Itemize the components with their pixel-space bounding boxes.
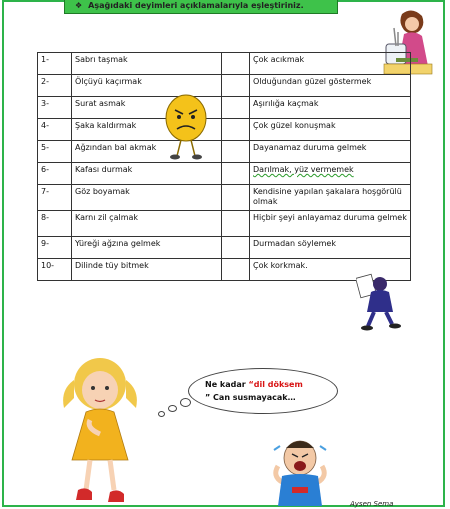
answer-cell[interactable] <box>222 163 250 185</box>
answer-cell[interactable] <box>222 53 250 75</box>
boy-with-paper-illustration <box>356 270 408 332</box>
table-row <box>38 259 411 281</box>
row-number: 8- <box>38 211 72 237</box>
row-number: 4- <box>38 119 72 141</box>
idiom-cell: Karnı zil çalmak <box>72 211 222 237</box>
meaning-cell: Çok korkmak. <box>250 259 411 281</box>
row-number: 10- <box>38 259 72 281</box>
answer-cell[interactable] <box>222 97 250 119</box>
meaning-cell: Çok acıkmak <box>250 53 411 75</box>
idiom-cell: Sabrı taşmak <box>72 53 222 75</box>
meaning-cell: Olduğundan güzel göstermek <box>250 75 411 97</box>
row-number: 7- <box>38 185 72 211</box>
answer-cell[interactable] <box>222 237 250 259</box>
answer-cell[interactable] <box>222 211 250 237</box>
answer-cell[interactable] <box>222 185 250 211</box>
table-row <box>38 119 411 141</box>
row-number: 1- <box>38 53 72 75</box>
thought-dot <box>158 411 165 417</box>
thought-dot <box>168 405 177 412</box>
angry-face-illustration <box>163 92 209 160</box>
meaning-cell: Hiçbir şeyi anlayamaz duruma gelmek <box>250 211 411 237</box>
table-row <box>38 163 411 185</box>
table-row <box>38 53 411 75</box>
meaning-cell: Aşırılığa kaçmak <box>250 97 411 119</box>
speech-text-part1: Ne kadar <box>205 380 249 389</box>
blonde-girl-illustration <box>60 350 142 506</box>
meaning-cell: Durmadan söylemek <box>250 237 411 259</box>
speech-bubble <box>188 368 338 414</box>
meaning-cell: Darılmak, yüz vermemek <box>250 163 411 185</box>
row-number: 6- <box>38 163 72 185</box>
row-number: 9- <box>38 237 72 259</box>
row-number: 3- <box>38 97 72 119</box>
table-row <box>38 237 411 259</box>
meaning-cell: Kendisine yapılan şakalara hoşgörülü olmak <box>250 185 411 211</box>
instruction-text: Aşağıdaki deyimleri açıklamalarıyla eşleştiriniz. <box>88 1 304 10</box>
answer-cell[interactable] <box>222 259 250 281</box>
bullet-icon: ❖ <box>75 1 83 10</box>
idiom-cell: Kafası durmak <box>72 163 222 185</box>
idiom-cell: Yüreği ağzına gelmek <box>72 237 222 259</box>
meaning-cell: Dayanamaz duruma gelmek <box>250 141 411 163</box>
table-row <box>38 141 411 163</box>
answer-cell[interactable] <box>222 119 250 141</box>
row-number: 2- <box>38 75 72 97</box>
idiom-cell: Göz boyamak <box>72 185 222 211</box>
row-number: 5- <box>38 141 72 163</box>
instruction-banner <box>64 0 338 14</box>
table-row <box>38 185 411 211</box>
idiom-cell: Dilinde tüy bitmek <box>72 259 222 281</box>
table-row <box>38 75 411 97</box>
speech-text-highlight: “dil döksem <box>248 380 303 389</box>
idiom-cell: Surat asmak <box>72 97 222 119</box>
meaning-cell: Çok güzel konuşmak <box>250 119 411 141</box>
table-row <box>38 97 411 119</box>
idiom-matching-table <box>37 52 411 281</box>
answer-cell[interactable] <box>222 141 250 163</box>
speech-text-line2: ” Can susmayacak… <box>205 393 296 402</box>
answer-cell[interactable] <box>222 75 250 97</box>
author-signature: Aysen Sema <box>350 500 394 508</box>
idiom-cell: Ağzından bal akmak <box>72 141 222 163</box>
crying-boy-illustration <box>268 436 332 508</box>
idiom-cell: Şaka kaldırmak <box>72 119 222 141</box>
thought-dot <box>180 398 191 407</box>
table-row <box>38 211 411 237</box>
idiom-cell: Ölçüyü kaçırmak <box>72 75 222 97</box>
